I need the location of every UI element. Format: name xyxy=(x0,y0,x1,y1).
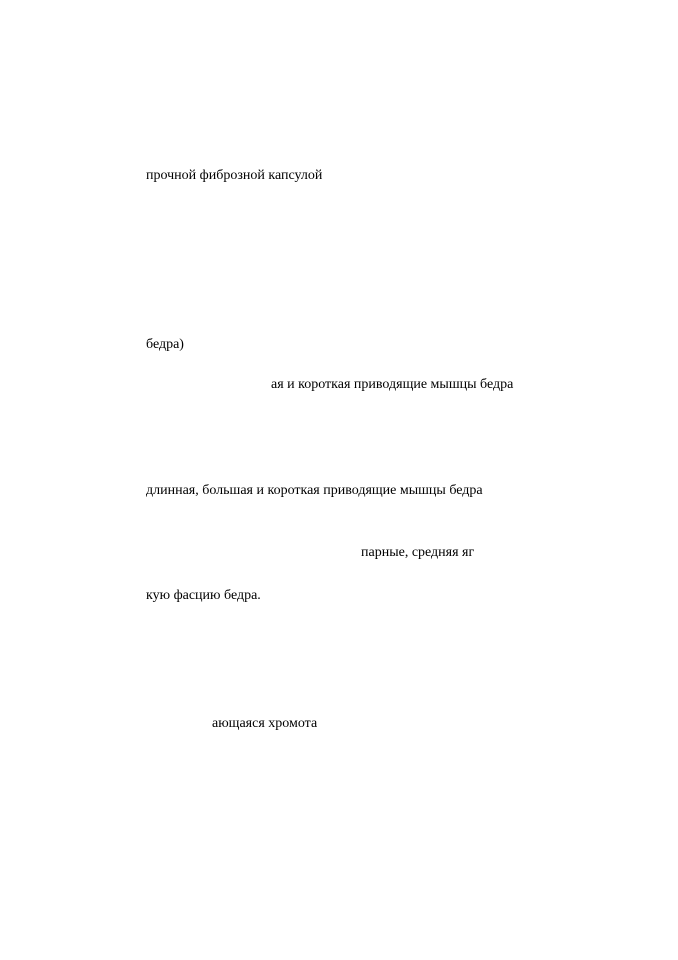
text-fragment-fibrous-capsule: прочной фиброзной капсулой xyxy=(146,168,323,183)
text-fragment-limp: ающаяся хромота xyxy=(212,716,318,731)
text-fragment-adductor-muscles: длинная, большая и короткая приводящие мышцы бедра xyxy=(146,483,483,498)
text-fragment-thigh-paren: бедра) xyxy=(146,337,184,352)
text-fragment-fascia-lata: кую фасцию бедра. xyxy=(146,588,261,603)
text-fragment-short-adductor: ая и короткая приводящие мышцы бедра xyxy=(271,377,514,392)
text-fragment-paired-middle: парные, средняя яг xyxy=(361,545,475,560)
